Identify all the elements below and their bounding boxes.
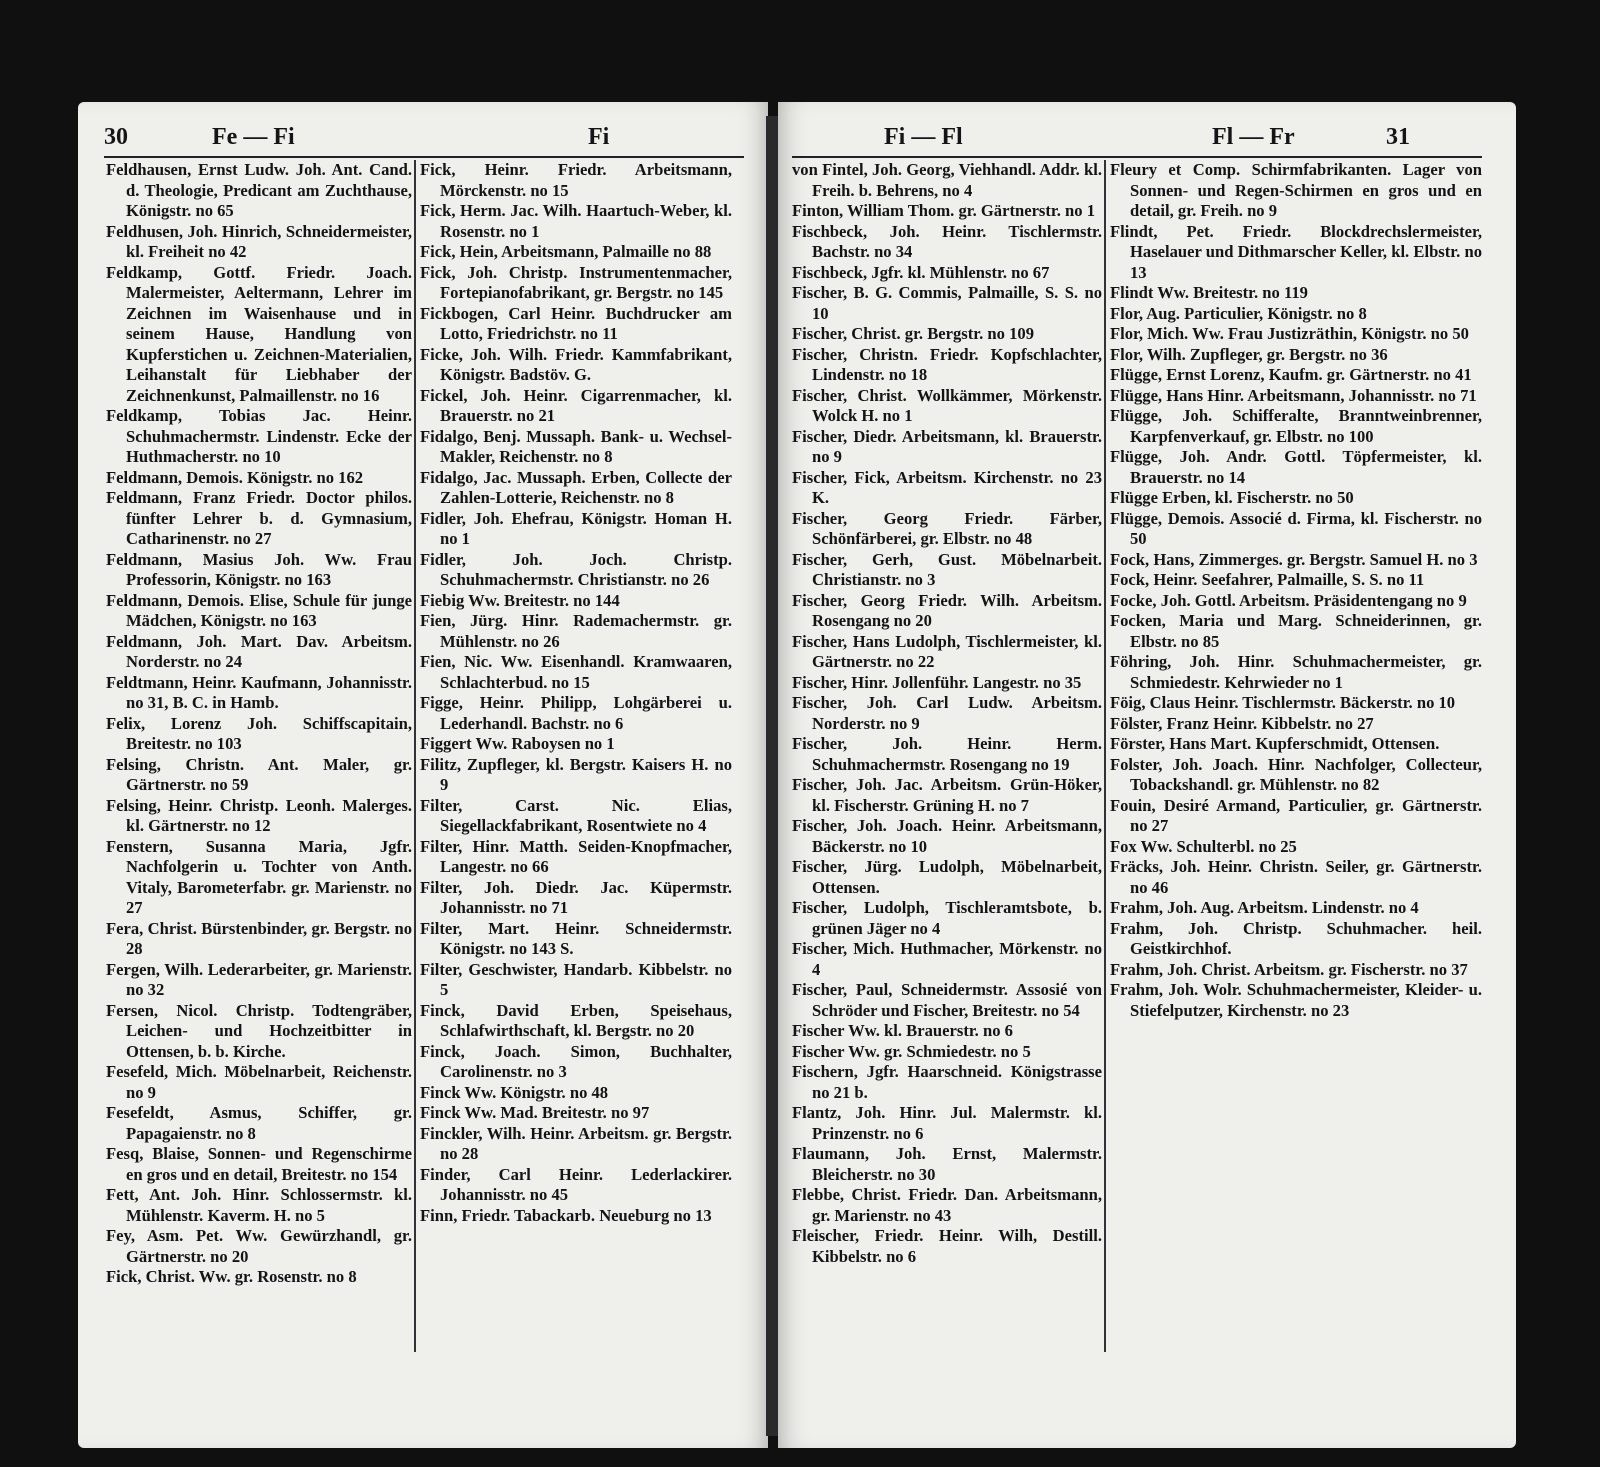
- directory-entry: Fick, Christ. Ww. gr. Rosenstr. no 8: [106, 1267, 357, 1286]
- page-number-right: 31: [1386, 124, 1410, 150]
- right-page-column-2: [1110, 160, 1482, 1428]
- directory-entry: Flügge, Hans Hinr. Arbeitsmann, Johannisstr. no 71: [1110, 385, 1477, 405]
- directory-entry: Focke, Joh. Gottl. Arbeitsm. Präsidentengang no 9: [1110, 590, 1467, 610]
- directory-entry: Ficke, Joh. Wilh. Friedr. Kammfabrikant, Königstr. Badstöv. G.: [420, 344, 732, 384]
- directory-entry: Fischer, Hinr. Jollenführ. Langestr. no 35: [792, 672, 1082, 692]
- directory-entry: Fischer, Joh. Heinr. Herm. Schuhmachermstr. Rosengang no 19: [792, 734, 1102, 774]
- right-page: [778, 102, 1516, 1448]
- directory-entry: Fick, Hein, Arbeitsmann, Palmaille no 88: [420, 242, 712, 261]
- directory-entry: Fischbeck, Jgfr. kl. Mühlenstr. no 67: [792, 262, 1050, 282]
- directory-entry: Fischer, Joh. Carl Ludw. Arbeitsm. Norderstr. no 9: [792, 693, 1102, 733]
- left-header-center: Fe — Fi: [212, 124, 295, 150]
- header-rule-right: [792, 156, 1482, 158]
- directory-entry: Fischer, Paul, Schneidermstr. Assosié von Schröder und Fischer, Breitestr. no 54: [792, 980, 1102, 1020]
- directory-entry: Filter, Geschwister, Handarb. Kibbelstr. no 5: [420, 959, 732, 999]
- directory-entry: Frahm, Joh. Christp. Schuhmacher. heil. Geistkirchhof.: [1110, 918, 1482, 958]
- directory-entry: Feldmann, Demois. Elise, Schule für junge Mädchen, Königstr. no 163: [106, 590, 412, 630]
- directory-entry: Fischer, Fick, Arbeitsm. Kirchenstr. no 23 K.: [792, 467, 1102, 507]
- directory-entry: Finck, David Erben, Speisehaus, Schlafwirthschaft, kl. Bergstr. no 20: [420, 1000, 732, 1040]
- directory-entry: Fick, Herm. Jac. Wilh. Haartuch-Weber, kl. Rosenstr. no 1: [420, 201, 732, 241]
- directory-entry: Finck, Joach. Simon, Buchhalter, Carolinenstr. no 3: [420, 1041, 732, 1081]
- directory-entry: Fischer, Hans Ludolph, Tischlermeister, kl. Gärtnerstr. no 22: [792, 631, 1102, 671]
- left-page-column-1: [106, 160, 412, 1428]
- directory-entry: Flügge, Ernst Lorenz, Kaufm. gr. Gärtnerstr. no 41: [1110, 365, 1472, 384]
- directory-entry: Feldmann, Joh. Mart. Dav. Arbeitsm. Norderstr. no 24: [106, 631, 412, 671]
- directory-entry: Fick, Joh. Christp. Instrumentenmacher, Fortepianofabrikant, gr. Bergstr. no 145: [420, 262, 732, 302]
- directory-entry: Föhring, Joh. Hinr. Schuhmachermeister, gr. Schmiedestr. Kehrwieder no 1: [1110, 652, 1482, 692]
- directory-entry: Fickel, Joh. Heinr. Cigarrenmacher, kl. Brauerstr. no 21: [420, 385, 732, 425]
- directory-entry: Fidalgo, Jac. Mussaph. Erben, Collecte der Zahlen-Lotterie, Reichenstr. no 8: [420, 467, 732, 507]
- page-number-left: 30: [104, 124, 128, 150]
- directory-entry: Flügge Erben, kl. Fischerstr. no 50: [1110, 488, 1354, 507]
- directory-entry: Fischer, Ludolph, Tischleramtsbote, b. grünen Jäger no 4: [792, 898, 1102, 938]
- directory-entry: von Fintel, Joh. Georg, Viehhandl. Addr. kl. Freih. b. Behrens, no 4: [792, 160, 1102, 200]
- directory-entry: Fischer, Georg Friedr. Wilh. Arbeitsm. Rosengang no 20: [792, 590, 1102, 630]
- directory-entry: Fenstern, Susanna Maria, Jgfr. Nachfolgerin u. Tochter von Anth. Vitaly, Barometerfabr. gr. Marienstr. no 27: [106, 836, 412, 917]
- directory-entry: Fischer, Joh. Jac. Arbeitsm. Grün-Höker, kl. Fischerstr. Grüning H. no 7: [792, 775, 1102, 815]
- right-header-right: Fl — Fr: [1212, 124, 1295, 150]
- directory-entry: Felsing, Christn. Ant. Maler, gr. Gärtnerstr. no 59: [106, 754, 412, 794]
- directory-entry: Frahm, Joh. Christ. Arbeitsm. gr. Fischerstr. no 37: [1110, 959, 1468, 979]
- column-divider-right: [1104, 160, 1106, 1352]
- directory-entry: Felsing, Heinr. Christp. Leonh. Malerges. kl. Gärtnerstr. no 12: [106, 795, 412, 835]
- left-header-right: Fi: [588, 124, 610, 150]
- directory-entry: Fleischer, Friedr. Heinr. Wilh, Destill. Kibbelstr. no 6: [792, 1226, 1102, 1266]
- right-page-header: [792, 124, 1482, 154]
- directory-entry: Fischer, Christ. Wollkämmer, Mörkenstr. Wolck H. no 1: [792, 385, 1102, 425]
- left-page: [78, 102, 768, 1448]
- directory-entry: Fischer, B. G. Commis, Palmaille, S. S. no 10: [792, 283, 1102, 323]
- directory-entry: Fischer, Christ. gr. Bergstr. no 109: [792, 324, 1034, 343]
- directory-entry: Flor, Aug. Particulier, Königstr. no 8: [1110, 303, 1367, 323]
- directory-entry: Fouin, Desiré Armand, Particulier, gr. Gärtnerstr. no 27: [1110, 795, 1482, 835]
- directory-entry: Fera, Christ. Bürstenbinder, gr. Bergstr. no 28: [106, 918, 412, 958]
- directory-entry: Flügge, Demois. Associé d. Firma, kl. Fischerstr. no 50: [1110, 508, 1482, 548]
- directory-entry: Fleury et Comp. Schirmfabrikanten. Lager von Sonnen- und Regen-Schirmen en gros und en detail, gr. Freih. no 9: [1110, 160, 1482, 220]
- directory-entry: Filitz, Zupfleger, kl. Bergstr. Kaisers H. no 9: [420, 754, 732, 794]
- directory-entry: Fett, Ant. Joh. Hinr. Schlossermstr. kl. Mühlenstr. Kaverm. H. no 5: [106, 1185, 412, 1225]
- directory-entry: Fesefeldt, Asmus, Schiffer, gr. Papagaienstr. no 8: [106, 1103, 412, 1143]
- directory-entry: Fräcks, Joh. Heinr. Christn. Seiler, gr. Gärtnerstr. no 46: [1110, 857, 1482, 897]
- directory-entry: Feldkamp, Tobias Jac. Heinr. Schuhmachermstr. Lindenstr. Ecke der Huthmacherstr. no 10: [106, 406, 412, 466]
- directory-entry: Filter, Mart. Heinr. Schneidermstr. Königstr. no 143 S.: [420, 918, 732, 958]
- directory-entry: Filter, Hinr. Matth. Seiden-Knopfmacher, Langestr. no 66: [420, 836, 732, 876]
- directory-entry: Fock, Heinr. Seefahrer, Palmaille, S. S. no 11: [1110, 570, 1425, 589]
- directory-entry: Filter, Carst. Nic. Elias, Siegellackfabrikant, Rosentwiete no 4: [420, 795, 732, 835]
- directory-entry: Feldtmann, Heinr. Kaufmann, Johannisstr. no 31, B. C. in Hamb.: [106, 672, 412, 712]
- directory-entry: Fox Ww. Schulterbl. no 25: [1110, 836, 1297, 856]
- directory-entry: Feldhusen, Joh. Hinrich, Schneidermeister, kl. Freiheit no 42: [106, 221, 412, 261]
- directory-entry: Figgert Ww. Raboysen no 1: [420, 734, 615, 753]
- directory-entry: Fischer Ww. gr. Schmiedestr. no 5: [792, 1041, 1031, 1061]
- directory-entry: Flindt, Pet. Friedr. Blockdrechslermeister, Haselauer und Dithmarscher Keller, kl. Elbstr. no 13: [1110, 221, 1482, 282]
- directory-entry: Feldmann, Masius Joh. Ww. Frau Professorin, Königstr. no 163: [106, 549, 412, 589]
- directory-entry: Fischer, Jürg. Ludolph, Möbelnarbeit, Ottensen.: [792, 857, 1102, 897]
- directory-entry: Feldmann, Demois. Königstr. no 162: [106, 467, 364, 487]
- left-page-column-2: [420, 160, 732, 1428]
- directory-entry: Fien, Jürg. Hinr. Rademachermstr. gr. Mühlenstr. no 26: [420, 611, 732, 651]
- directory-entry: Flebbe, Christ. Friedr. Dan. Arbeitsmann, gr. Marienstr. no 43: [792, 1185, 1102, 1225]
- directory-entry: Fick, Heinr. Friedr. Arbeitsmann, Mörckenstr. no 15: [420, 160, 732, 200]
- directory-entry: Filter, Joh. Diedr. Jac. Küpermstr. Johannisstr. no 71: [420, 877, 732, 917]
- directory-entry: Fidler, Joh. Ehefrau, Königstr. Homan H. no 1: [420, 508, 732, 548]
- directory-entry: Fidler, Joh. Joch. Christp. Schuhmachermstr. Christianstr. no 26: [420, 549, 732, 589]
- directory-entry: Focken, Maria und Marg. Schneiderinnen, gr. Elbstr. no 85: [1110, 611, 1482, 651]
- directory-entry: Fischer, Christn. Friedr. Kopfschlachter, Lindenstr. no 18: [792, 344, 1102, 384]
- directory-entry: Flor, Mich. Ww. Frau Justizräthin, Königstr. no 50: [1110, 324, 1469, 343]
- directory-entry: Finck Ww. Mad. Breitestr. no 97: [420, 1103, 650, 1122]
- directory-entry: Folster, Joh. Joach. Hinr. Nachfolger, Collecteur, Tobackshandl. gr. Mühlenstr. no 82: [1110, 754, 1482, 794]
- directory-entry: Frahm, Joh. Wolr. Schuhmachermeister, Kleider- u. Stiefelputzer, Kirchenstr. no 23: [1110, 980, 1482, 1020]
- directory-entry: Fergen, Wilh. Lederarbeiter, gr. Marienstr. no 32: [106, 959, 412, 999]
- directory-entry: Frahm, Joh. Aug. Arbeitsm. Lindenstr. no 4: [1110, 898, 1419, 917]
- directory-entry: Finckler, Wilh. Heinr. Arbeitsm. gr. Bergstr. no 28: [420, 1123, 732, 1163]
- column-divider-left: [414, 160, 416, 1352]
- directory-entry: Flaumann, Joh. Ernst, Malermstr. Bleicherstr. no 30: [792, 1144, 1102, 1184]
- directory-entry: Föig, Claus Heinr. Tischlermstr. Bäckerstr. no 10: [1110, 693, 1456, 712]
- directory-entry: Fischern, Jgfr. Haarschneid. Königstrasse no 21 b.: [792, 1062, 1102, 1102]
- directory-entry: Fidalgo, Benj. Mussaph. Bank- u. Wechsel-Makler, Reichenstr. no 8: [420, 426, 732, 466]
- directory-entry: Fiebig Ww. Breitestr. no 144: [420, 590, 620, 610]
- directory-entry: Förster, Hans Mart. Kupferschmidt, Ottensen.: [1110, 734, 1440, 753]
- directory-entry: Fien, Nic. Ww. Eisenhandl. Kramwaaren, Schlachterbud. no 15: [420, 652, 732, 692]
- directory-entry: Fickbogen, Carl Heinr. Buchdrucker am Lotto, Friedrichstr. no 11: [420, 303, 732, 343]
- directory-entry: Fölster, Franz Heinr. Kibbelstr. no 27: [1110, 713, 1374, 733]
- directory-entry: Feldmann, Franz Friedr. Doctor philos. fünfter Lehrer b. d. Gymnasium, Catharinenstr. no 27: [106, 488, 412, 548]
- directory-entry: Fock, Hans, Zimmerges. gr. Bergstr. Samuel H. no 3: [1110, 549, 1478, 569]
- directory-entry: Flügge, Joh. Schifferalte, Branntweinbrenner, Karpfenverkauf, gr. Elbstr. no 100: [1110, 406, 1482, 446]
- left-page-header: [104, 124, 744, 154]
- directory-entry: Fischer, Joh. Joach. Heinr. Arbeitsmann, Bäckerstr. no 10: [792, 816, 1102, 856]
- directory-entry: Fesq, Blaise, Sonnen- und Regenschirme en gros und en detail, Breitestr. no 154: [106, 1144, 412, 1184]
- directory-entry: Felix, Lorenz Joh. Schiffscapitain, Breitestr. no 103: [106, 713, 412, 753]
- directory-entry: Figge, Heinr. Philipp, Lohgärberei u. Lederhandl. Bachstr. no 6: [420, 693, 732, 733]
- directory-entry: Fersen, Nicol. Christp. Todtengräber, Leichen- und Hochzeitbitter in Ottensen, b. b. Kirche.: [106, 1000, 412, 1061]
- directory-entry: Fischer Ww. kl. Brauerstr. no 6: [792, 1021, 1013, 1040]
- right-header-left: Fi — Fl: [884, 124, 963, 150]
- directory-entry: Finder, Carl Heinr. Lederlackirer. Johannisstr. no 45: [420, 1164, 732, 1204]
- directory-entry: Finn, Friedr. Tabackarb. Neueburg no 13: [420, 1205, 712, 1225]
- directory-entry: Fischer, Gerh, Gust. Möbelnarbeit. Christianstr. no 3: [792, 549, 1102, 589]
- header-rule-left: [104, 156, 744, 158]
- directory-entry: Flügge, Joh. Andr. Gottl. Töpfermeister, kl. Brauerstr. no 14: [1110, 447, 1482, 487]
- directory-entry: Fey, Asm. Pet. Ww. Gewürzhandl, gr. Gärtnerstr. no 20: [106, 1226, 412, 1266]
- directory-entry: Flor, Wilh. Zupfleger, gr. Bergstr. no 36: [1110, 344, 1388, 364]
- directory-entry: Feldkamp, Gottf. Friedr. Joach. Malermeister, Aeltermann, Lehrer im Zeichnen im Waisenhause und in seinem Hause, Handlung von Kupferstichen u. Zeichnen-Materialien, Leihanstalt für Liebhaber der Zeichnenkunst, Palmaillenstr. no 16: [106, 262, 412, 405]
- directory-entry: Fesefeld, Mich. Möbelnarbeit, Reichenstr. no 9: [106, 1062, 412, 1102]
- directory-entry: Finck Ww. Königstr. no 48: [420, 1082, 609, 1102]
- directory-entry: Fischer, Georg Friedr. Färber, Schönfärberei, gr. Elbstr. no 48: [792, 508, 1102, 548]
- directory-entry: Finton, William Thom. gr. Gärtnerstr. no 1: [792, 201, 1096, 220]
- directory-entry: Fischer, Diedr. Arbeitsmann, kl. Brauerstr. no 9: [792, 426, 1102, 466]
- right-page-column-1: [792, 160, 1102, 1428]
- directory-entry: Fischer, Mich. Huthmacher, Mörkenstr. no 4: [792, 939, 1102, 979]
- directory-entry: Feldhausen, Ernst Ludw. Joh. Ant. Cand. d. Theologie, Predicant am Zuchthause, Königstr. no 65: [106, 160, 412, 220]
- directory-entry: Flindt Ww. Breitestr. no 119: [1110, 283, 1308, 302]
- directory-entry: Flantz, Joh. Hinr. Jul. Malermstr. kl. Prinzenstr. no 6: [792, 1103, 1102, 1143]
- directory-entry: Fischbeck, Joh. Heinr. Tischlermstr. Bachstr. no 34: [792, 221, 1102, 261]
